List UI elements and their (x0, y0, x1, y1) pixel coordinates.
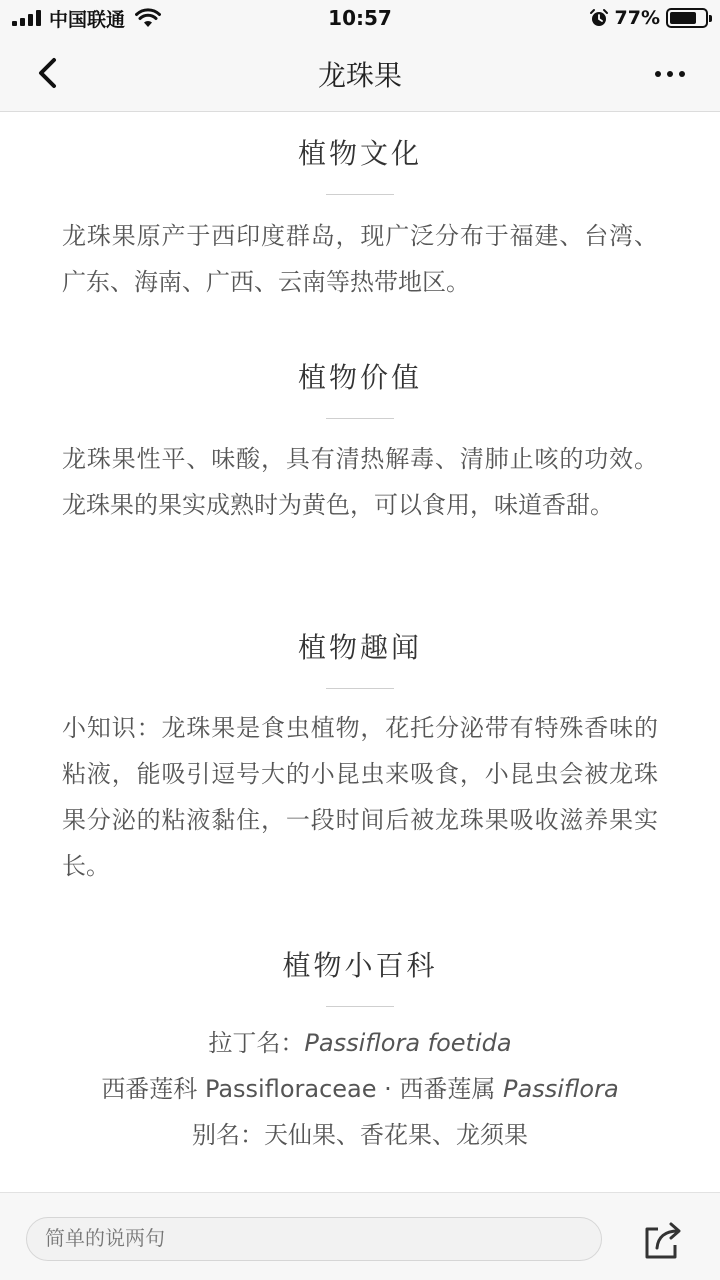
more-button[interactable] (648, 52, 692, 96)
section-paragraph: 龙珠果原产于西印度群岛，现广泛分布于福建、台湾、广东、海南、广西、云南等热带地区。 (62, 222, 658, 296)
section-title: 植物小百科 (282, 949, 438, 982)
share-icon (640, 1217, 686, 1263)
section-title: 植物价值 (297, 361, 422, 394)
more-dots-icon (679, 71, 685, 77)
battery-level-fill (670, 12, 696, 24)
section-value-body (0, 436, 720, 528)
battery-percent: 77% (614, 7, 660, 29)
status-time: 10:57 (328, 6, 392, 30)
status-bar-right (589, 6, 708, 30)
more-dots-icon (667, 71, 673, 77)
latin-name-label: 拉丁名： (208, 1029, 305, 1057)
bottom-bar (0, 1192, 720, 1280)
section-culture-body (0, 213, 720, 305)
latin-name-line (0, 1020, 720, 1066)
title-divider (326, 1006, 394, 1007)
carrier-name: 中国联通 (49, 8, 126, 31)
page-title: 龙珠果 (317, 59, 402, 92)
section-trivia-header (0, 626, 720, 689)
family-text: 西番莲科 Passifloraceae · 西番莲属 (101, 1075, 504, 1103)
article-content[interactable] (0, 112, 720, 1192)
section-title: 植物文化 (297, 137, 422, 170)
nav-bar (0, 36, 720, 112)
title-divider (326, 194, 394, 195)
title-divider (326, 688, 394, 689)
section-encyclopedia-body (0, 1020, 720, 1158)
more-dots-icon (655, 71, 661, 77)
alias-line: 别名：天仙果、香花果、龙须果 (192, 1121, 528, 1149)
battery-icon (666, 8, 708, 28)
section-culture-header (0, 132, 720, 195)
section-paragraph: 龙珠果性平、味酸，具有清热解毒、清肺止咳的功效。龙珠果的果实成熟时为黄色，可以食用，味道香甜。 (62, 445, 658, 519)
section-paragraph: 小知识：龙珠果是食虫植物，花托分泌带有特殊香味的粘液，能吸引逗号大的小昆虫来吸食，小昆虫会被龙珠果分泌的粘液黏住，一段时间后被龙珠果吸收滋养果实长。 (62, 714, 658, 880)
alarm-icon (589, 8, 609, 28)
family-line (0, 1066, 720, 1112)
section-title: 植物趣闻 (297, 631, 422, 664)
section-value-header (0, 356, 720, 419)
section-trivia-body (0, 705, 720, 889)
comment-input[interactable] (26, 1217, 602, 1261)
title-divider (326, 418, 394, 419)
genus-latin: Passiflora (503, 1075, 619, 1103)
share-button[interactable] (640, 1217, 686, 1263)
section-encyclopedia-header (0, 944, 720, 1007)
latin-name: Passiflora foetida (304, 1029, 512, 1057)
status-bar (0, 0, 720, 36)
